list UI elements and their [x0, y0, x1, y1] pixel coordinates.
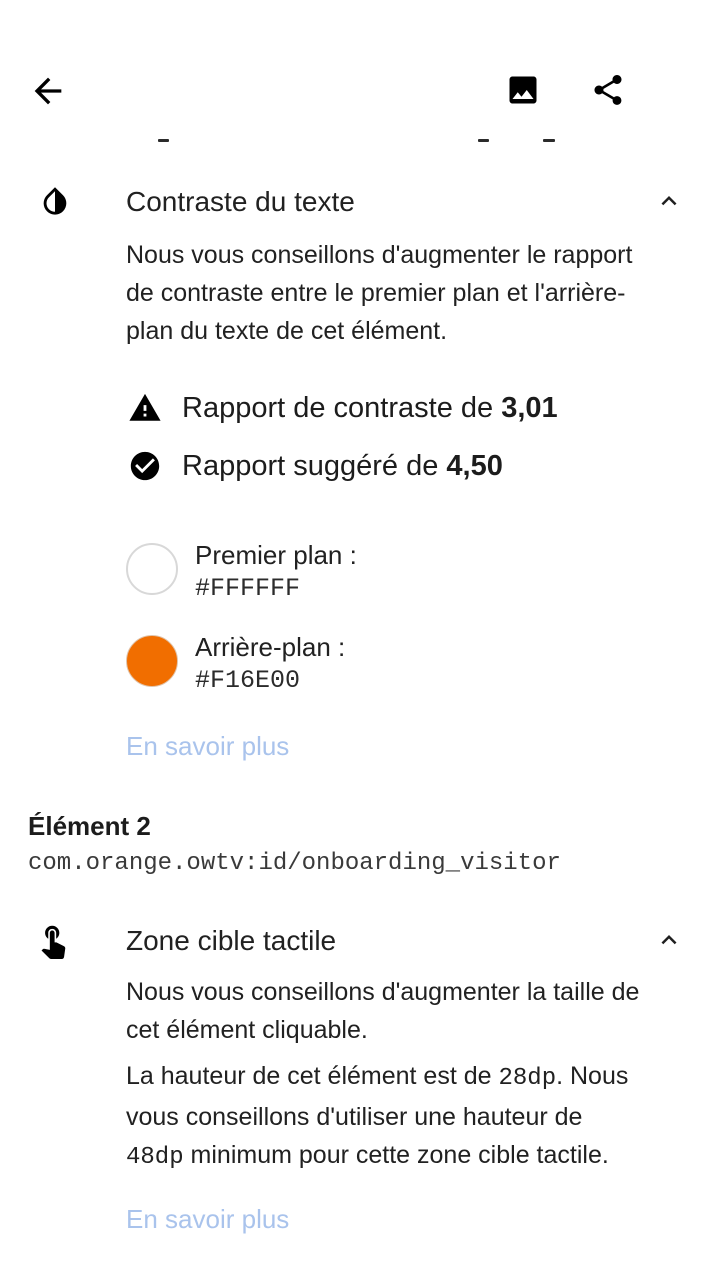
background-hex-value: #F16E00 — [195, 666, 301, 695]
foreground-hex-value: #FFFFFF — [195, 574, 301, 603]
touch-target-detail: La hauteur de cet élément est de 28dp. Nous vous conseillons d'utiliser une hauteur de 48dp minimum pour cette zone cible tactile. — [126, 1062, 629, 1171]
element-title: Élément 2 — [28, 811, 151, 841]
collapse-touch-target-button[interactable] — [654, 925, 684, 955]
current-height-value: 28dp — [498, 1065, 557, 1092]
touch-target-suggestion-section — [0, 923, 720, 1234]
invert-colors-icon — [38, 184, 72, 218]
suggested-ratio-value: 4,50 — [446, 450, 503, 482]
touch-target-section-header[interactable] — [0, 923, 720, 959]
background-color-swatch — [126, 635, 178, 687]
check-circle-icon — [128, 449, 162, 483]
image-icon — [505, 72, 541, 108]
back-button[interactable] — [28, 71, 68, 111]
contrast-ratio-text: Rapport de contraste de 3,01 — [182, 392, 558, 424]
element-resource-id: com.orange.owtv:id/onboarding_visitor — [28, 850, 561, 877]
contrast-description: Nous vous conseillons d'augmenter le rapport de contraste entre le premier plan et l'arrière-plan du texte de cet élément. — [126, 241, 633, 345]
contrast-learn-more-link[interactable]: En savoir plus — [126, 731, 290, 761]
clipped-text-fragment — [543, 139, 555, 142]
collapse-contrast-button[interactable] — [654, 186, 684, 216]
touch-target-section-title: Zone cible tactile — [126, 925, 337, 956]
chevron-up-icon — [654, 925, 684, 955]
foreground-label: Premier plan : — [195, 540, 357, 570]
contrast-suggestion-section — [0, 184, 720, 761]
chevron-up-icon — [654, 186, 684, 216]
screenshot-toggle-button[interactable] — [505, 72, 541, 108]
background-color-row — [126, 630, 640, 698]
clipped-text-fragment — [478, 139, 489, 142]
clipped-text-fragment — [158, 139, 169, 142]
touch-target-learn-more-link[interactable]: En savoir plus — [126, 1204, 290, 1234]
app-bar — [0, 0, 720, 120]
arrow-back-icon — [28, 71, 68, 111]
touch-app-icon — [34, 921, 72, 959]
share-button[interactable] — [590, 72, 626, 108]
warning-icon — [128, 391, 162, 425]
suggested-ratio-row — [128, 448, 640, 484]
suggested-height-value: 48dp — [126, 1144, 184, 1171]
background-label: Arrière-plan : — [195, 632, 346, 662]
touch-target-description: Nous vous conseillons d'augmenter la taille de cet élément cliquable. — [126, 978, 640, 1044]
contrast-ratio-value: 3,01 — [501, 392, 558, 424]
foreground-color-swatch — [126, 543, 178, 595]
share-icon — [590, 72, 626, 108]
element-block — [28, 811, 720, 878]
contrast-section-header[interactable] — [0, 184, 720, 220]
foreground-color-row — [126, 538, 640, 606]
contrast-ratio-row — [128, 390, 640, 426]
suggested-ratio-text: Rapport suggéré de 4,50 — [182, 450, 503, 482]
contrast-section-title: Contraste du texte — [126, 186, 355, 217]
